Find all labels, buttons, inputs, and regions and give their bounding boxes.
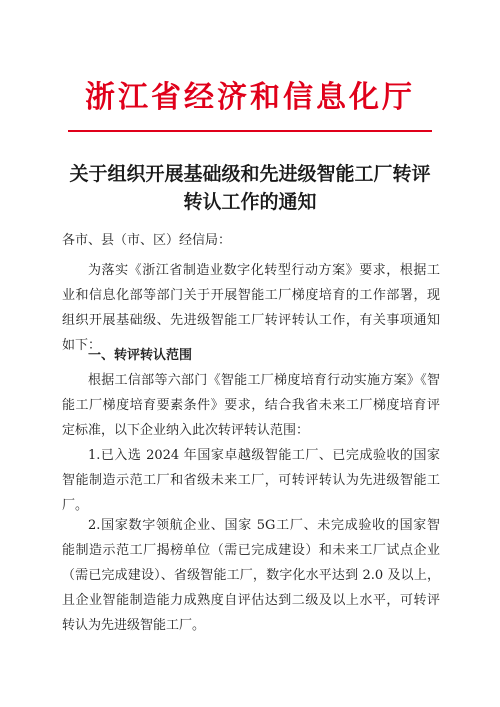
document-title	[50, 160, 450, 216]
masthead-red-rule	[68, 130, 432, 132]
paragraph-line: 业和信息化部等部门关于开展智能工厂梯度培育的工作部署，现	[62, 288, 440, 303]
document-title-line-2: 转认工作的通知	[183, 191, 317, 213]
paragraph-scope	[62, 368, 440, 443]
paragraph-line: 能制造示范工厂揭榜单位（需已完成建设）和未来工厂试点企业	[62, 543, 440, 558]
list-item-2	[62, 513, 440, 638]
paragraph-line: 为落实《浙江省制造业数字化转型行动方案》要求，根据工	[88, 263, 440, 278]
paragraph-line: 能工厂梯度培育要素条件》要求，结合我省未来工厂梯度培育评	[62, 398, 440, 413]
paragraph-line: 组织开展基础级、先进级智能工厂转评转认工作，有关事项通知	[62, 313, 440, 328]
masthead-title: 浙江省经济和信息化厅	[85, 80, 415, 115]
paragraph-line: 智能制造示范工厂和省级未来工厂，可转评转认为先进级智能工	[62, 473, 440, 488]
paragraph-line: 定标准，以下企业纳入此次转评转认范围：	[62, 423, 310, 438]
section-heading-line: 一、转评转认范围	[88, 348, 193, 363]
document-title-line-1: 关于组织开展基础级和先进级智能工厂转评	[69, 163, 431, 185]
list-item-1	[62, 443, 440, 518]
paragraph-line: 且企业智能制造能力成熟度自评估达到二级及以上水平，可转评	[62, 593, 440, 608]
paragraph-line: 如下：	[62, 338, 102, 353]
paragraph-line: 根据工信部等六部门《智能工厂梯度培育行动实施方案》《智	[88, 373, 440, 388]
section-heading	[62, 343, 440, 368]
paragraph-line: 厂。	[62, 498, 89, 513]
salutation-line: 各市、县（市、区）经信局：	[62, 233, 232, 248]
paragraph-line: （需已完成建设）、省级智能工厂，数字化水平达到 2.0 及以上，	[62, 568, 440, 583]
paragraph-line: 转认为先进级智能工厂。	[62, 618, 206, 633]
paragraph-line: 1.已入选 2024 年国家卓越级智能工厂、已完成验收的国家	[88, 448, 440, 463]
paragraph-line: 2.国家数字领航企业、国家 5G工厂、未完成验收的国家智	[88, 518, 440, 533]
salutation	[62, 228, 440, 253]
